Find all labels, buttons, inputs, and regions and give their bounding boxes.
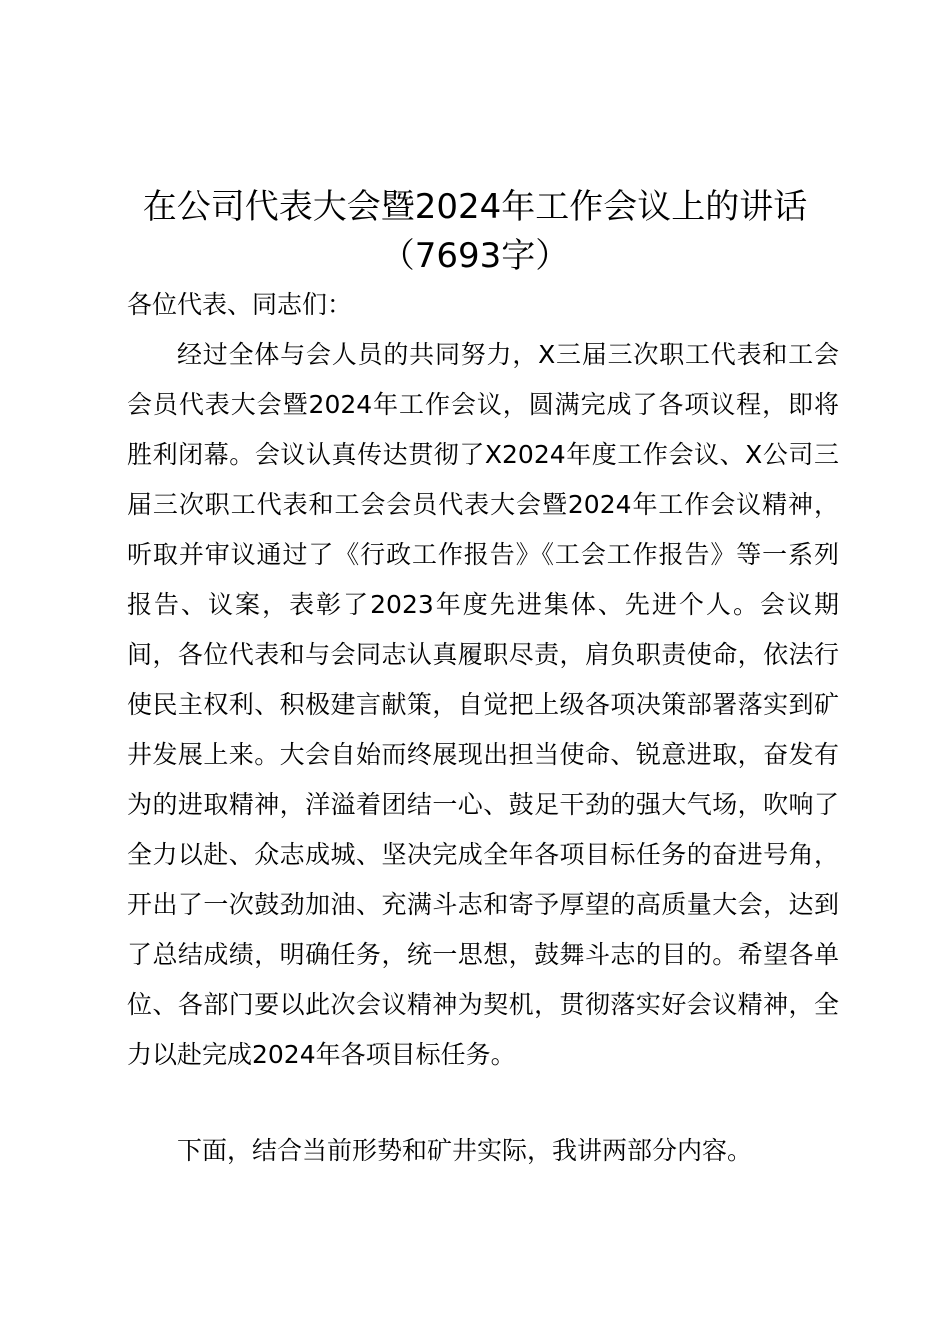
paragraph-transition: 下面，结合当前形势和矿井实际，我讲两部分内容。 <box>177 1136 753 1165</box>
salutation: 各位代表、同志们： <box>127 290 353 319</box>
document-title: 在公司代表大会暨2024年工作会议上的讲话 <box>142 187 808 227</box>
document-title-word-count: （7693字） <box>380 236 570 276</box>
paragraph-opening: 经过全体与会人员的共同努力，X三届三次职工代表和工会会员代表大会暨2024年工作会议，圆满完成了各项议程，即将胜利闭幕。会议认真传达贯彻了X2024年度工作会议、X公司三届三次职工代表和工会会员代表大会暨2024年工作会议精神，听取并审议通过了《行政工作报告》《工会工作报告》等一系列报告、议案，表彰了2023年度先进集体、先进个人。会议期间，各位代表和与会同志认真履职尽责，肩负职责使命，依法行使民主权利、积极建言献策，自觉把上级各项决策部署落实到矿井发展上来。大会自始而终展现出担当使命、锐意进取，奋发有为的进取精神，洋溢着团结一心、鼓足干劲的强大气场，吹响了全力以赴、众志成城、坚决完成全年各项目标任务的奋进号角，开出了一次鼓劲加油、充满斗志和寄予厚望的高质量大会，达到了总结成绩，明确任务，统一思想，鼓舞斗志的目的。希望各单位、各部门要以此次会议精神为契机，贯彻落实好会议精神，全力以赴完成2024年各项目标任务。 <box>127 340 839 1069</box>
